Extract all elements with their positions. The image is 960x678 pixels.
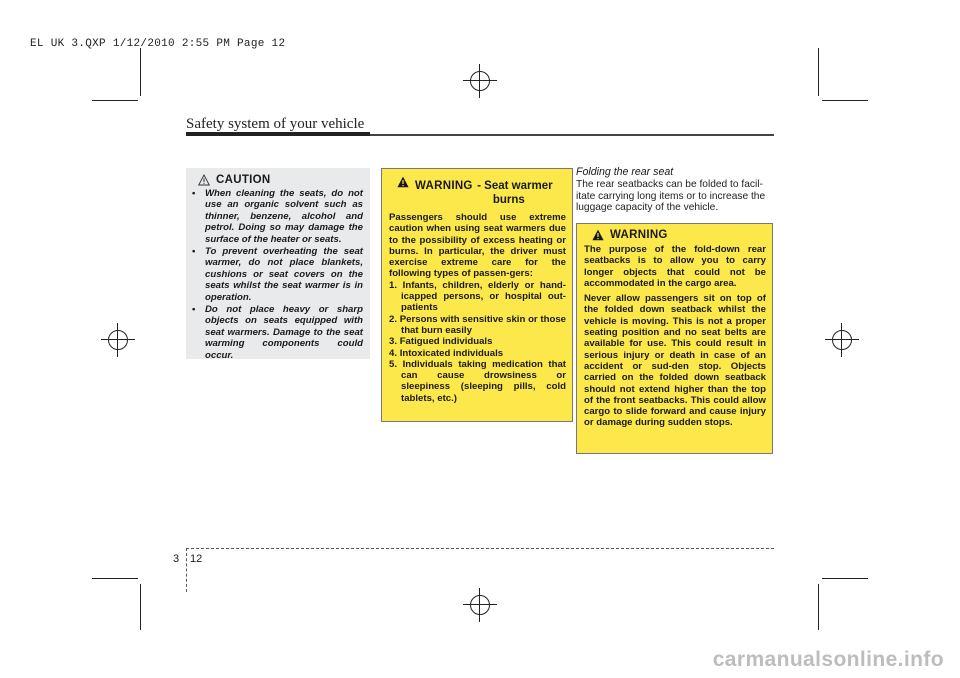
warning-seat-subtitle: - Seat warmer [477,180,553,192]
folding-heading: Folding the rear seat [576,166,674,178]
list-item: 3. Fatigued individuals [389,336,493,348]
list-item: 5. Individuals taking medication that can cause drowsiness or sleepiness (sleeping pills, cold tablets, etc.) [389,358,567,404]
list-item: 1. Infants, children, elderly or hand-icapped persons, or hospital out-patients [389,279,566,314]
caution-item: • When cleaning the seats, do not use an organic solvent such as thinner, benzene, alcohol and petrol. Doing so may damage the surface of the heater or seats. [192,188,363,245]
warning-seat-warmer-box [381,168,573,422]
crop-mark [822,578,868,579]
warning-triangle-filled-icon [397,176,409,188]
warning-fold-para-2: Never allow passengers sit on top of the folded down seatback whilst the vehicle is moving. This is not a proper seating position and no seat belts are available for use. This could result in serious injury or death in case of an accident or sud-den stop. Objects carried on the folded down seatback should not extend higher than the top of the front seatbacks. This could allow cargo to slide forward and cause injury or damage during sudden stops. [584,293,766,429]
registration-crosshair-icon [463,64,497,98]
caution-item: • Do not place heavy or sharp objects on seats equipped with seat warmers. Damage to the seat warming components could occur. [192,304,363,361]
warning-fold-header [592,229,766,241]
caution-item: • To prevent overheating the seat warmer, do not place blankets, cushions or seat covers on the seats whilst the seat warmer is in operation. [192,246,363,303]
warning-seat-list [389,280,566,404]
crop-mark [822,100,868,101]
caution-title: CAUTION [216,174,271,186]
crop-mark [140,48,141,96]
footer-rule [186,548,774,549]
crop-mark [92,578,138,579]
crop-mark [140,584,141,630]
folding-section [576,166,773,214]
warning-fold-box [576,223,773,454]
registration-crosshair-icon [101,323,135,357]
title-rule-accent [186,132,370,136]
footer-divider [186,548,187,592]
crop-mark [92,100,138,101]
warning-fold-para-1: The purpose of the fold-down rear seatbacks is to allow you to carry longer objects that could not be accommodated in the cargo area. [584,244,766,289]
warning-seat-subtitle-2: burns [492,194,525,206]
caution-box [186,168,370,359]
registration-crosshair-icon [825,323,859,357]
page-number: 12 [190,553,203,565]
warning-seat-header [397,176,566,206]
print-slug: EL UK 3.QXP 1/12/2010 2:55 PM Page 12 [30,38,286,50]
crop-mark [818,584,819,630]
caution-header [198,174,363,186]
list-item: 2. Persons with sensitive skin or those that burn easily [389,313,566,336]
watermark: carmanualsonline.info [712,648,944,671]
crop-mark [818,48,819,96]
chapter-number: 3 [173,553,180,565]
warning-fold-title: WARNING [610,229,668,241]
list-item: 4. Intoxicated individuals [389,347,504,359]
caution-list [192,188,363,361]
registration-crosshair-icon [463,588,497,622]
section-title: Safety system of your vehicle [186,116,365,132]
warning-seat-title: WARNING [415,180,473,192]
warning-triangle-outline-icon [198,174,210,186]
folding-body: The rear seatbacks can be folded to facil-itate carrying long items or to increase the luggage capacity of the vehicle. [576,179,766,214]
warning-seat-intro: Passengers should use extreme caution when using seat warmers due to the possibility of excess heating or burns. In particular, the driver must exercise extreme care for the following types of passen-gers: [389,212,566,280]
warning-triangle-filled-icon [592,229,604,241]
